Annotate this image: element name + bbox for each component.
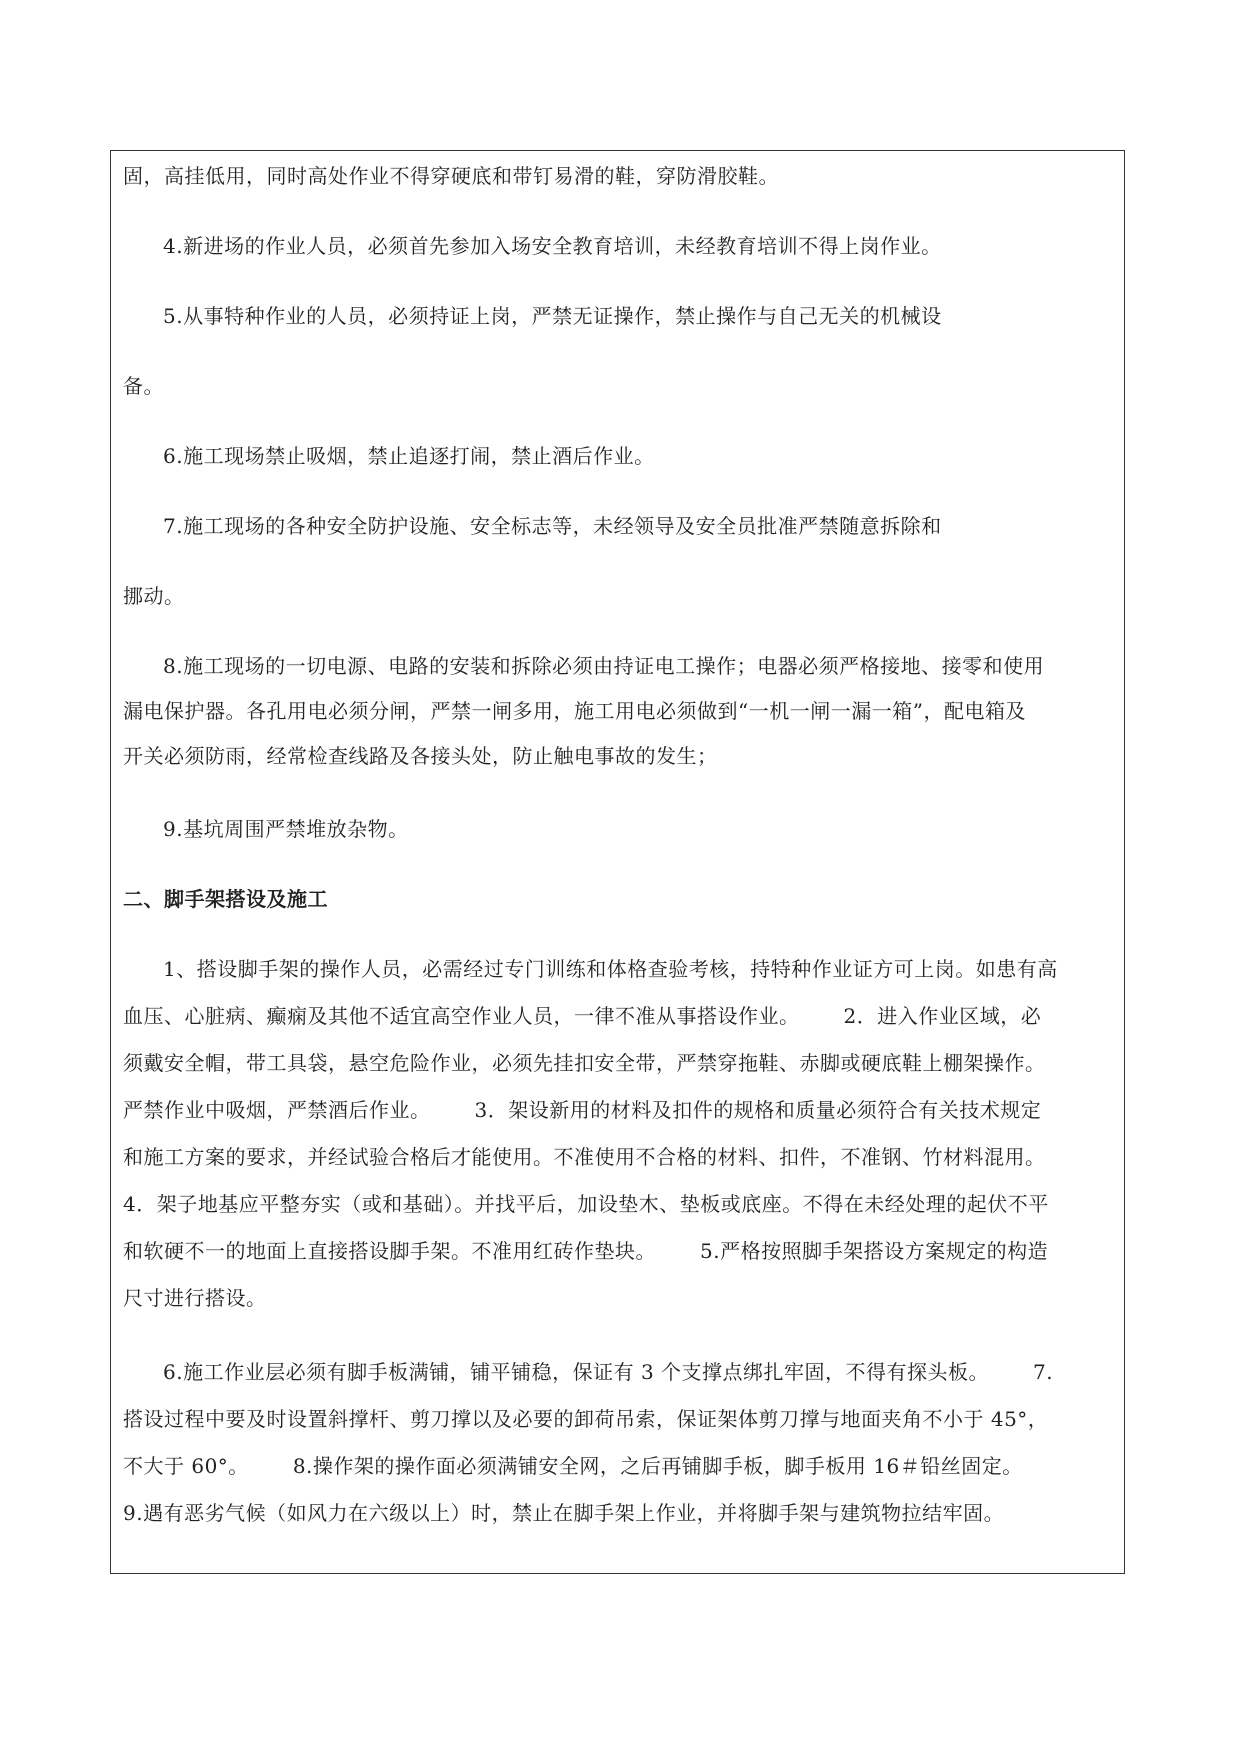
text-segment: 和软硬不一的地面上直接搭设脚手架。不准用红砖作垫块。 [123,1239,656,1263]
text-segment: 血压、心脏病、癫痫及其他不适宜高空作业人员，一律不准从事搭设作业。 [123,1004,800,1028]
scaffold-rule-5: 5.严格按照脚手架搭设方案规定的构造 [700,1239,1049,1263]
text-line: 固，高挂低用，同时高处作业不得穿硬底和带钉易滑的鞋，穿防滑胶鞋。 [123,164,779,188]
scaffold-rule-9: 9.遇有恶劣气候（如风力在六级以上）时，禁止在脚手架上作业，并将脚手架与建筑物拉结牢固。 [123,1501,1005,1525]
text-segment: 不大于 60°。 [123,1454,249,1478]
text-line: 挪动。 [123,584,185,608]
rule-9: 9.基坑周围严禁堆放杂物。 [163,817,409,841]
text-line: 和施工方案的要求，并经试验合格后才能使用。不准使用不合格的材料、扣件，不准钢、竹材料混用。 [123,1145,1046,1169]
rule-6: 6.施工现场禁止吸烟，禁止追逐打闹，禁止酒后作业。 [163,444,655,468]
scaffold-rule-7: 7. [1033,1360,1054,1384]
rule-7: 7.施工现场的各种安全防护设施、安全标志等，未经领导及安全员批准严禁随意拆除和 [163,514,942,538]
text-line: 备。 [123,374,164,398]
rule-8: 8.施工现场的一切电源、电路的安装和拆除必须由持证电工操作；电器必须严格接地、接零和使用 [163,654,1045,678]
text-line: 搭设过程中要及时设置斜撑杆、剪刀撑以及必要的卸荷吊索，保证架体剪刀撑与地面夹角不小于 45°， [123,1407,1049,1431]
text-line: 尺寸进行搭设。 [123,1286,267,1310]
text-line [123,1096,1041,1124]
text-line [123,1002,1041,1030]
text-line [123,1237,1048,1265]
scaffold-rule-1: 1、搭设脚手架的操作人员，必需经过专门训练和体格查验考核，持特种作业证方可上岗。如患有高 [163,957,1058,981]
text-line: 开关必须防雨，经常检查线路及各接头处，防止触电事故的发生； [123,744,718,768]
scaffold-rule-8: 8.操作架的操作面必须满铺安全网，之后再铺脚手板，脚手板用 16＃铅丝固定。 [292,1454,1023,1478]
text-line: 漏电保护器。各孔用电必须分闸，严禁一闸多用，施工用电必须做到“一机一闸一漏一箱”，配电箱及 [123,699,1026,723]
text-line: 须戴安全帽，带工具袋，悬空危险作业，必须先挂扣安全带，严禁穿拖鞋、赤脚或硬底鞋上棚架操作。 [123,1051,1046,1075]
rule-4: 4.新进场的作业人员，必须首先参加入场安全教育培训，未经教育培训不得上岗作业。 [163,234,942,258]
text-segment: 严禁作业中吸烟，严禁酒后作业。 [123,1098,431,1122]
scaffold-rule-3: 3．架设新用的材料及扣件的规格和质量必须符合有关技术规定 [474,1098,1042,1122]
scaffold-rule-2: 2．进入作业区域，必 [843,1004,1042,1028]
text-line [163,1358,1053,1386]
scaffold-rule-4: 4．架子地基应平整夯实（或和基础）。并找平后，加设垫木、垫板或底座。不得在未经处理的起伏不平 [123,1192,1049,1216]
section-heading: 二、脚手架搭设及施工 [123,887,328,911]
text-line [123,1452,1023,1480]
rule-5: 5.从事特种作业的人员，必须持证上岗，严禁无证操作，禁止操作与自己无关的机械设 [163,304,942,328]
scaffold-rule-6: 6.施工作业层必须有脚手板满铺，铺平铺稳，保证有 3 个支撑点绑扎牢固，不得有探头板。 [163,1360,990,1384]
